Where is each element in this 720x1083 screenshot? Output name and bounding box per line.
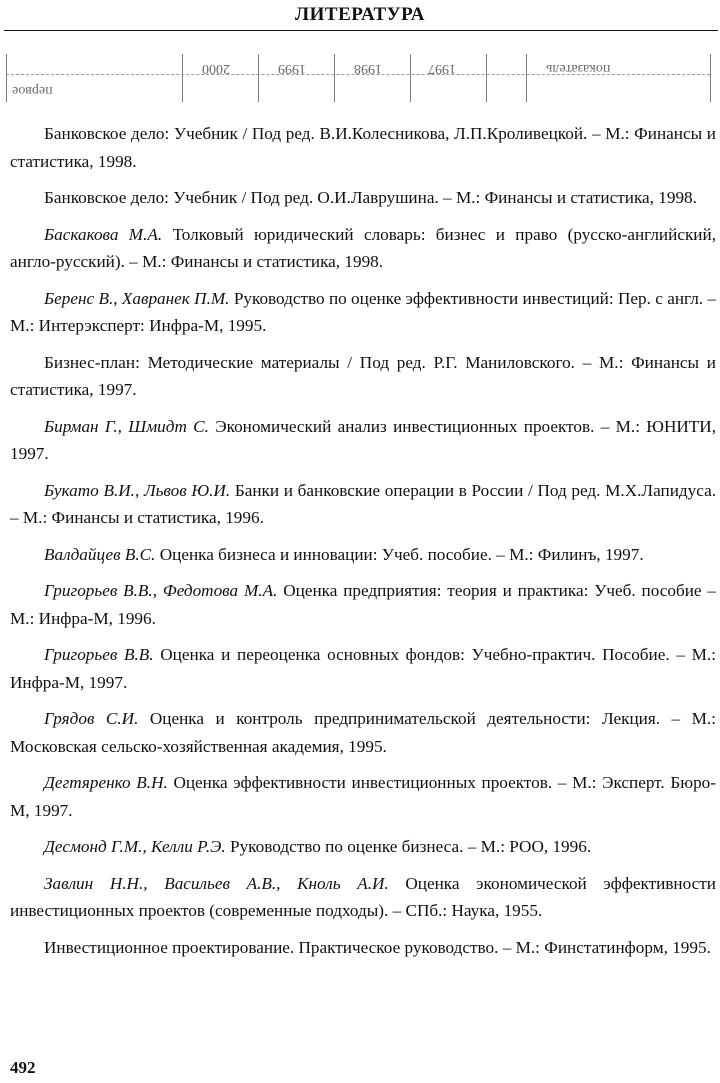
reference-entry xyxy=(10,833,716,861)
bleed-cell-border xyxy=(410,54,411,102)
bleed-cell-border xyxy=(334,54,335,102)
bleed-cell-border xyxy=(182,54,183,102)
bleed-label: показатель xyxy=(546,61,611,76)
reference-entry xyxy=(10,577,716,632)
reference-text: Банки и банковские операции в России / Под ред. М.Х.Лапидуса. – М.: Финансы и статистика, 1996. xyxy=(10,480,716,527)
reference-author: Букато В.И., Львов Ю.И. xyxy=(44,480,231,500)
reference-text: Банковское дело: Учебник / Под ред. В.И.Колесникова, Л.П.Кроливецкой. – М.: Финансы и статистика, 1998. xyxy=(10,124,716,171)
reference-author: Валдайцев В.С. xyxy=(44,544,156,564)
reference-text: Инвестиционное проектирование. Практическое руководство. – М.: Финстатинформ, 1995. xyxy=(44,937,711,957)
reference-text: Оценка и контроль предпринимательской деятельности: Лекция. – М.: Московская сельско-хозяйственная академия, 1995. xyxy=(10,709,717,756)
bleed-through-strip xyxy=(6,50,712,106)
reference-text: Банковское дело: Учебник / Под ред. О.И.Лаврушина. – М.: Финансы и статистика, 1998. xyxy=(44,188,697,207)
reference-author: Десмонд Г.М., Келли Р.Э. xyxy=(44,837,226,856)
reference-author: Грядов С.И. xyxy=(44,709,139,728)
reference-entry xyxy=(10,641,716,696)
reference-text: Руководство по оценке эффективности инвестиций: Пер. с англ. – М.: Интерэксперт: Инфра-М, 1995. xyxy=(10,288,716,335)
bleed-year: 2000 xyxy=(202,61,230,76)
reference-entry xyxy=(10,934,716,962)
reference-entry xyxy=(10,477,716,532)
bleed-cell-border xyxy=(486,54,487,102)
reference-text: Экономический анализ инвестиционных проектов. – М.: ЮНИТИ, 1997. xyxy=(10,416,716,463)
reference-author: Дегтяренко В.Н. xyxy=(44,773,168,792)
bleed-year: 1999 xyxy=(278,61,306,76)
reference-text: Толковый юридический словарь: бизнес и право (русско-английский, англо-русский). – М.: Финансы и статистика, 1998. xyxy=(10,224,716,271)
reference-entry xyxy=(10,769,716,824)
reference-author: Баскакова М.А. xyxy=(44,224,163,244)
reference-author: Григорьев В.В., Федотова М.А. xyxy=(44,581,278,600)
page-header-title: ЛИТЕРАТУРА xyxy=(294,4,426,25)
page-number: 492 xyxy=(10,1058,36,1077)
reference-entry xyxy=(10,184,716,212)
reference-text: Руководство по оценке бизнеса. – М.: РОО, 1996. xyxy=(225,837,592,856)
reference-entry xyxy=(10,120,716,175)
reference-author: Завлин Н.Н., Васильев А.В., Кноль А.И. xyxy=(44,873,389,893)
reference-entry xyxy=(10,413,716,468)
reference-text: Оценка бизнеса и инновации: Учеб. пособие. – М.: Филинъ, 1997. xyxy=(155,544,644,564)
bleed-year: 1998 xyxy=(354,61,382,76)
bleed-cell-border xyxy=(710,54,711,102)
reference-text: Бизнес-план: Методические материалы / Под ред. Р.Г. Маниловского. – М.: Финансы и статистика, 1997. xyxy=(10,352,716,399)
header-rule xyxy=(4,30,718,31)
bleed-cell-border xyxy=(6,54,7,102)
reference-list xyxy=(10,120,716,970)
reference-text: Оценка эффективности инвестиционных проектов. – М.: Эксперт. Бюро-М, 1997. xyxy=(10,773,716,820)
reference-text: Оценка и переоценка основных фондов: Учебно-практич. Пособие. – М.: Инфра-М, 1997. xyxy=(10,645,716,692)
reference-author: Григорьев В.В. xyxy=(44,645,154,664)
reference-entry xyxy=(10,285,716,340)
reference-author: Бирман Г., Шмидт С. xyxy=(44,416,209,436)
reference-entry xyxy=(10,349,716,404)
reference-entry xyxy=(10,705,716,760)
bleed-cell-border xyxy=(526,54,527,102)
reference-entry xyxy=(10,541,716,569)
reference-entry xyxy=(10,870,716,925)
reference-entry xyxy=(10,221,716,276)
bleed-cell-border xyxy=(258,54,259,102)
reference-author: Беренс В., Хавранек П.М. xyxy=(44,288,230,308)
bleed-label: первое xyxy=(12,83,53,98)
reference-text: Оценка предприятия: теория и практика: Учеб. пособие – М.: Инфра-М, 1996. xyxy=(10,581,716,628)
bleed-year: 1997 xyxy=(428,61,456,76)
reference-text: Оценка экономической эффективности инвестиционных проектов (современные подходы). – СПб.: Наука, 1955. xyxy=(10,873,716,920)
